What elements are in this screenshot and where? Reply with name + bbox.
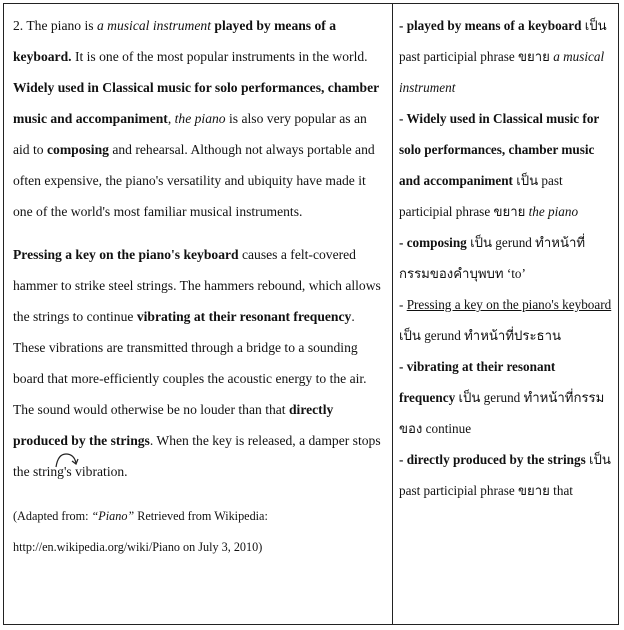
note-5 [399, 351, 614, 444]
text-run: Retrieved from Wikipedia: http://en.wikipedia.org/wiki/Piano on July 3, 2010) [13, 509, 268, 554]
text-run: causes a felt-covered hammer to strike steel strings. The hammers rebound, which allows the strings to continue [13, 247, 381, 324]
text-run: เป็น gerund ทำหน้าที่ประธาน [399, 328, 562, 343]
curved-arrow-icon [52, 451, 82, 469]
text-run: เป็น gerund ทำหน้าที่กรรมของ continue [399, 390, 605, 436]
paragraph-1 [13, 10, 386, 227]
text-run: (Adapted from: [13, 509, 92, 523]
italic-phrase: “Piano” [91, 509, 135, 523]
text-run: เป็น past participial phrase ขยาย [399, 173, 563, 219]
text-run: เป็น gerund ทำหน้าที่ กรรมของคำบุพบท ‘to’ [399, 235, 586, 281]
text-run: , [167, 111, 175, 126]
bold-phrase: - composing [399, 235, 467, 250]
text-run: เป็น past participial phrase ขยาย that [399, 452, 611, 498]
text-run: It is one of the most popular instruments in the world. [71, 49, 368, 64]
text-run: เป็น past participial phrase ขยาย [399, 18, 607, 64]
bold-phrase: played by means of a keyboard. [13, 18, 337, 64]
source-citation [13, 501, 386, 563]
note-6 [399, 444, 614, 506]
paragraph-2 [13, 239, 386, 487]
note-3 [399, 227, 614, 289]
text-run: is also very popular as an aid to [13, 111, 367, 157]
bold-phrase: - directly produced by the strings [399, 452, 586, 467]
bold-phrase: - played by means of a keyboard [399, 18, 582, 33]
bold-phrase: Pressing a key on the piano's keyboard [13, 247, 239, 262]
bold-phrase: Widely used in Classical music for solo performances, chamber music and accompaniment [13, 80, 379, 126]
bold-phrase: vibrating at their resonant frequency [136, 309, 352, 324]
italic-phrase: a musical instrument [399, 49, 605, 95]
text-run: and rehearsal. Although not always portable and often expensive, the piano's versatility and ubiquity have made it one of the world's most familiar musical instruments. [13, 142, 375, 219]
bold-phrase: composing [46, 142, 109, 157]
underlined-phrase: Pressing a key on the piano's keyboard [406, 297, 612, 312]
text-run: . These vibrations are transmitted through a bridge to a sounding board that more-efficiently couples the acoustic energy to the air. The sound would otherwise be no louder than that [13, 309, 367, 417]
bold-phrase: directly produced by the strings [13, 402, 334, 448]
passage-column [4, 4, 393, 624]
note-2 [399, 103, 614, 227]
bold-phrase: - Widely used in Classical music for solo performances, chamber music and accompaniment [399, 111, 600, 188]
note-4 [399, 289, 614, 351]
italic-phrase: the piano [528, 204, 579, 219]
note-1 [399, 10, 614, 103]
text-run: . When the key is released, a damper stops the string's vibration. [13, 433, 381, 479]
text-run: 2. The piano is [13, 18, 97, 33]
notes-column [393, 4, 618, 624]
italic-phrase: a musical instrument [96, 18, 211, 33]
italic-phrase: the piano [174, 111, 226, 126]
text-run: - [399, 297, 407, 312]
annotation-table [3, 3, 619, 625]
bold-phrase: - vibrating at their resonant frequency [399, 359, 556, 405]
